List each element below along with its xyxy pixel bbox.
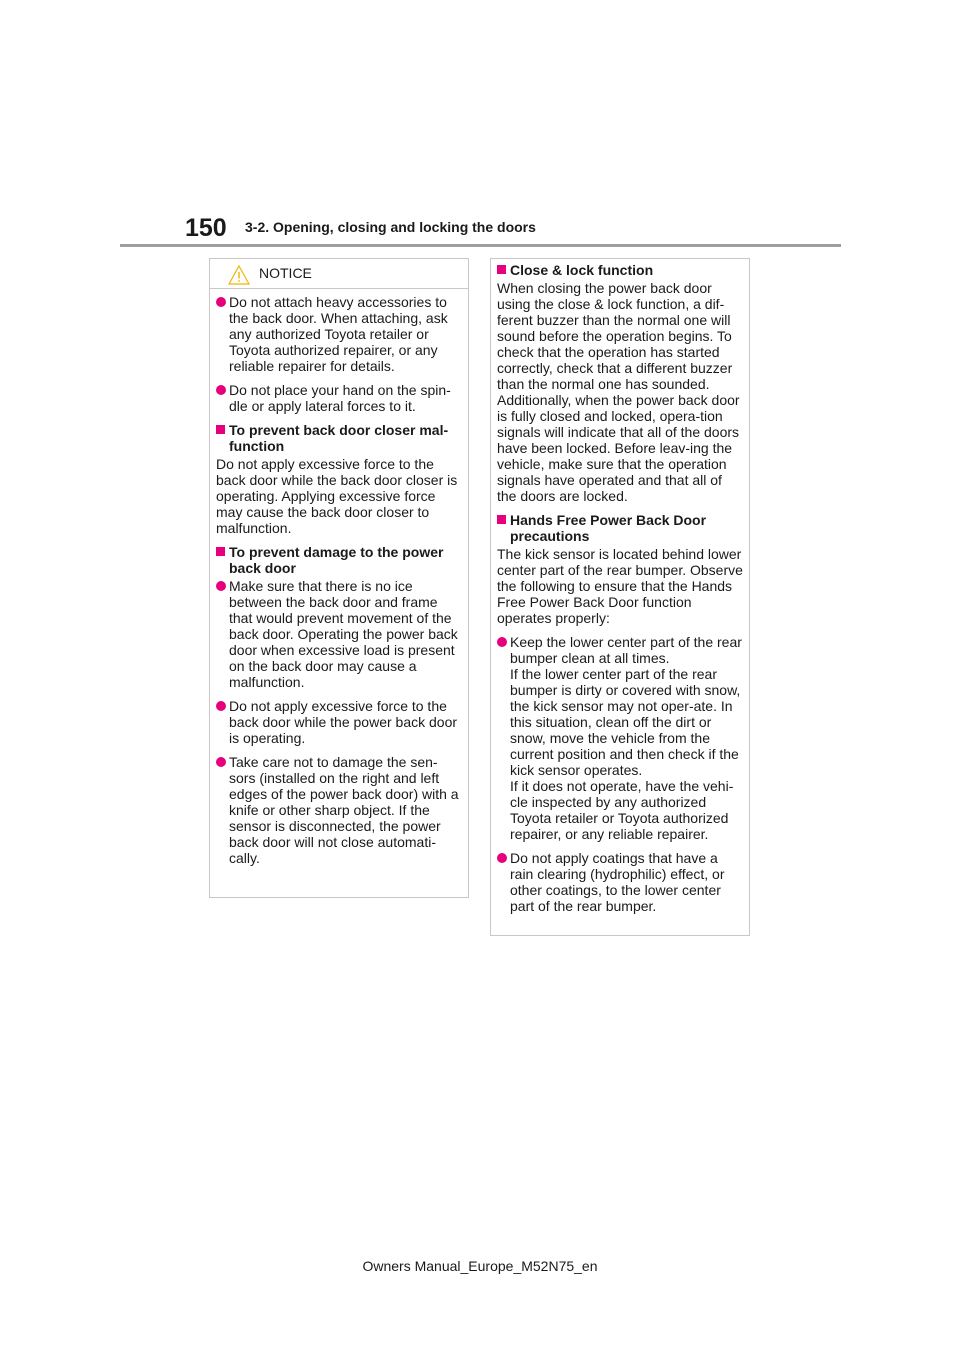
square-bullet-icon bbox=[497, 515, 506, 524]
bullet-dot-icon bbox=[497, 637, 507, 647]
notice-body bbox=[210, 289, 468, 866]
info-box bbox=[490, 258, 750, 936]
list-item-text: Do not apply excessive force to the back door while the power back door is operating. bbox=[229, 698, 458, 746]
closer-paragraph: Do not apply excessive force to the back door while the back door closer is operating. Applying excessive force may cause the back door closer to malfunction. bbox=[216, 456, 458, 536]
list-item bbox=[497, 850, 743, 914]
damage-heading-text: To prevent damage to the power back door bbox=[229, 544, 444, 576]
bullet-dot-icon bbox=[216, 757, 226, 767]
list-item bbox=[216, 698, 462, 746]
hands-free-paragraph: The kick sensor is located behind lower center part of the rear bumper. Observe the following to ensure that the Hands Free Power Back Door function operates properly: bbox=[497, 546, 743, 626]
square-bullet-icon bbox=[216, 425, 225, 434]
bullet-dot-icon bbox=[216, 297, 226, 307]
footer-text: Owners Manual_Europe_M52N75_en bbox=[362, 1258, 598, 1274]
close-lock-heading bbox=[497, 262, 743, 278]
hands-free-heading bbox=[497, 512, 743, 544]
hands-free-heading-text: Hands Free Power Back Door precautions bbox=[510, 512, 707, 544]
list-item bbox=[216, 382, 462, 414]
list-item-text: Take care not to damage the sen-sors (installed on the right and left edges of the power back door) with a knife or other sharp object. If the sensor is disconnected, the power back door will not close automati-cally. bbox=[229, 754, 459, 866]
list-item bbox=[216, 578, 462, 690]
list-item bbox=[216, 294, 462, 374]
closer-heading bbox=[216, 422, 462, 454]
damage-heading bbox=[216, 544, 462, 576]
bullet-dot-icon bbox=[216, 701, 226, 711]
list-item-text: If it does not operate, have the vehi-cle inspected by any authorized Toyota retailer or Toyota authorized repairer, or any reliable repairer. bbox=[510, 778, 734, 842]
list-item-text: Make sure that there is no ice between the back door and frame that would prevent movement of the back door. Operating the power back door when excessive load is present on the back door may cause a malfunction. bbox=[229, 578, 458, 690]
section-title: 3-2. Opening, closing and locking the doors bbox=[245, 219, 536, 235]
list-item-text: Do not apply coatings that have a rain clearing (hydrophilic) effect, or other coatings, to the lower center part of the rear bumper. bbox=[510, 850, 725, 914]
list-item-text: If the lower center part of the rear bumper is dirty or covered with snow, the kick sensor may not oper-ate. In this situation, clean off the dirt or snow, move the vehicle from the current position and then check if the kick sensor operates. bbox=[510, 666, 741, 778]
bullet-dot-icon bbox=[216, 581, 226, 591]
close-lock-heading-text: Close & lock function bbox=[510, 262, 654, 278]
page-number: 150 bbox=[185, 214, 227, 242]
warning-triangle-icon bbox=[228, 265, 250, 285]
notice-box bbox=[209, 258, 469, 898]
list-item-text: Do not place your hand on the spin-dle or apply lateral forces to it. bbox=[229, 382, 451, 414]
square-bullet-icon bbox=[216, 547, 225, 556]
bullet-dot-icon bbox=[216, 385, 226, 395]
list-item bbox=[497, 634, 743, 842]
list-item-text: Do not attach heavy accessories to the back door. When attaching, ask any authorized Toyota retailer or Toyota authorized repairer, or any reliable repairer for details. bbox=[229, 294, 448, 374]
bullet-dot-icon bbox=[497, 853, 507, 863]
closer-heading-text: To prevent back door closer mal-function bbox=[229, 422, 449, 454]
header-divider bbox=[120, 244, 841, 247]
list-item bbox=[216, 754, 462, 866]
notice-header bbox=[210, 259, 468, 289]
notice-title: NOTICE bbox=[259, 265, 312, 281]
square-bullet-icon bbox=[497, 265, 506, 274]
list-item-text: Keep the lower center part of the rear bumper clean at all times. bbox=[510, 634, 742, 666]
close-lock-paragraph: When closing the power back door using the close & lock function, a dif-ferent buzzer than the normal one will sound before the operation begins. To check that the operation has started correctly, check that a different buzzer than the normal one has sounded. Additionally, when the power back door is fully closed and locked, opera-tion signals will indicate that all of the doors have been locked. Before leav-ing the vehicle, make sure that the operation signals have operated and that all of the doors are locked. bbox=[497, 280, 740, 504]
